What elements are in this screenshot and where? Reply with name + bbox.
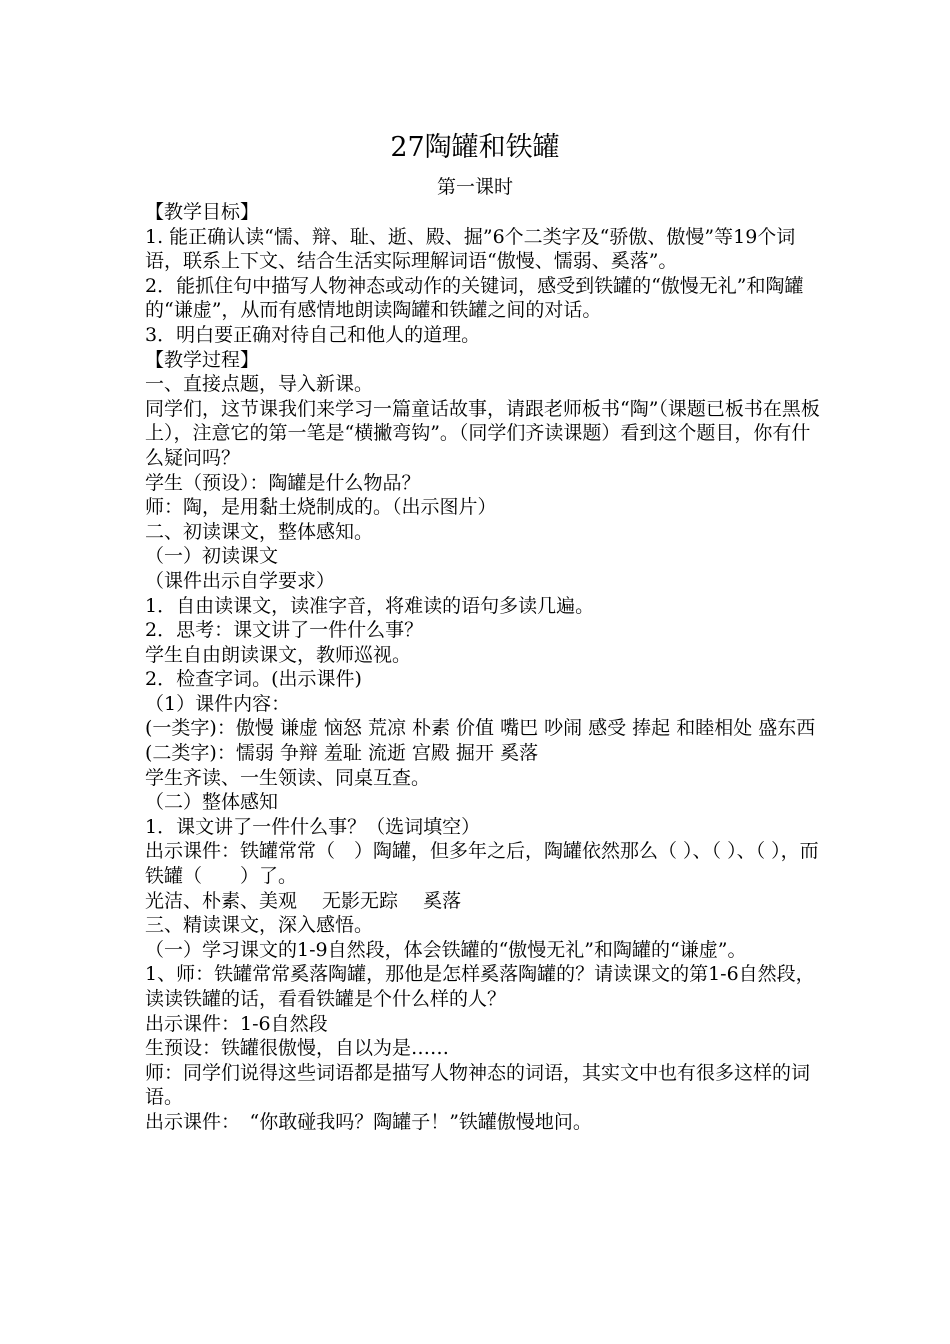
paragraph-line: 2．能抓住句中描写人物神态或动作的关键词，感受到铁罐的“傲慢无礼”和陶罐的“谦虚”，从而有感情地朗读陶罐和铁罐之间的对话。 xyxy=(145,274,804,322)
paragraph-line: 1. 能正确认读“懦、辩、耻、逝、殿、掘”6个二类字及“骄傲、傲慢”等19个词语，联系上下文、结合生活实际理解词语“傲慢、懦弱、奚落”。 xyxy=(145,225,796,273)
paragraph-line: 1．自由读课文，读准字音，将难读的语句多读几遍。 xyxy=(145,594,595,617)
paragraph-line: 一、直接点题，导入新课。 xyxy=(145,373,374,396)
paragraph-line: 师：陶，是用黏土烧制成的。（出示图片） xyxy=(145,496,497,519)
paragraph-line: 学生（预设）：陶罐是什么物品？ xyxy=(145,471,421,494)
paragraph-line: 2．思考：课文讲了一件什么事？ xyxy=(145,619,424,642)
paragraph-line: 三、精读课文，深入感悟。 xyxy=(145,914,374,937)
paragraph-line: (二类字)：懦弱 争辩 羞耻 流逝 宫殿 掘开 奚落 xyxy=(145,742,539,765)
paragraph-line: 出示课件：铁罐常常（ ）陶罐，但多年之后，陶罐依然那么（ ）、（ ）、（ ），而铁罐（ ）了。 xyxy=(145,840,819,888)
paragraph-line: （课件出示自学要求） xyxy=(145,569,336,592)
paragraph-line: 2．检查字词。(出示课件) xyxy=(145,668,362,691)
paragraph-line: 学生齐读、一生领读、同桌互查。 xyxy=(145,766,431,789)
paragraph-line: （二）整体感知 xyxy=(145,791,279,814)
paragraph-line: （一）初读课文 xyxy=(145,545,279,568)
paragraph-line: （一）学习课文的1-9自然段，体会铁罐的“傲慢无礼”和陶罐的“谦虚”。 xyxy=(145,938,747,961)
paragraph-line: 二、初读课文，整体感知。 xyxy=(145,520,374,543)
paragraph-line: 【教学目标】 xyxy=(145,201,260,223)
paragraph-line: 学生自由朗读课文，教师巡视。 xyxy=(145,643,412,666)
paragraph-line: (一类字)：傲慢 谦虚 恼怒 荒凉 朴素 价值 嘴巴 吵闹 感受 捧起 和睦相处 盛东西 xyxy=(145,717,816,740)
paragraph-line: 同学们，这节课我们来学习一篇童话故事，请跟老师板书“陶”（课题已板书在黑板上），注意它的第一笔是“横撇弯钩”。（同学们齐读课题）看到这个题目，你有什么疑问吗？ xyxy=(145,397,820,469)
paragraph-line: 生预设：铁罐很傲慢，自以为是…… xyxy=(145,1037,450,1060)
paragraph-line: 1．课文讲了一件什么事？（选词填空） xyxy=(145,815,481,838)
paragraph-line: 师：同学们说得这些词语都是描写人物神态的词语，其实文中也有很多这样的词语。 xyxy=(145,1061,811,1109)
paragraph-line: 出示课件： “你敢碰我吗？陶罐子！”铁罐傲慢地问。 xyxy=(145,1110,592,1133)
document-subtitle: 第一课时 xyxy=(436,176,513,198)
document-title: 27陶罐和铁罐 xyxy=(390,132,560,163)
paragraph-line: 出示课件：1-6自然段 xyxy=(145,1012,328,1035)
paragraph-line: 3．明白要正确对待自己和他人的道理。 xyxy=(145,323,481,346)
paragraph-line: （1）课件内容： xyxy=(145,692,291,715)
paragraph-line: 【教学过程】 xyxy=(145,348,260,371)
paragraph-line: 1、师：铁罐常常奚落陶罐，那他是怎样奚落陶罐的？请读课文的第1-6自然段，读读铁罐的话，看看铁罐是个什么样的人？ xyxy=(145,963,815,1010)
document-body xyxy=(145,200,821,1135)
paragraph-line: 光洁、朴素、美观 无影无踪 奚落 xyxy=(145,889,462,912)
